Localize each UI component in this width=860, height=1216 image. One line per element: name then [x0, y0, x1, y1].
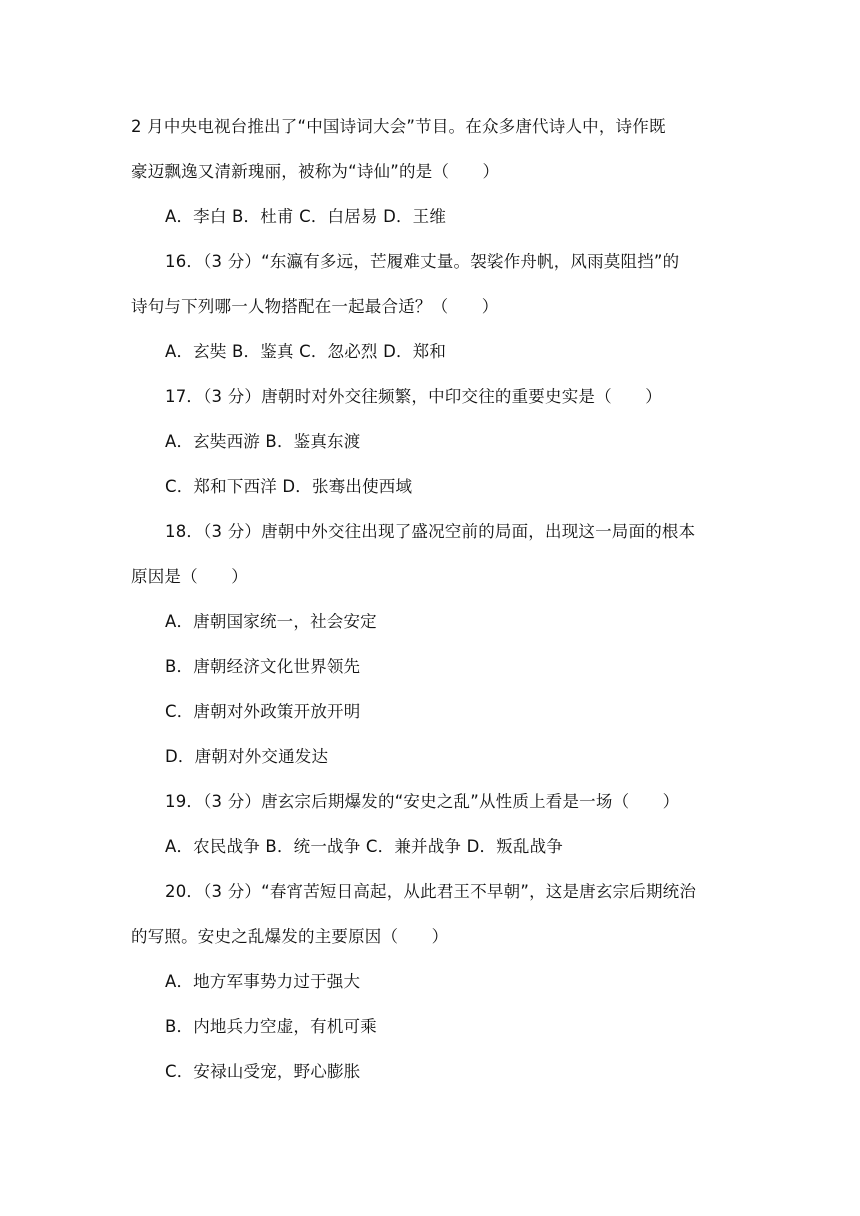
q17-options-ab: A．玄奘西游 B．鉴真东渡 [165, 432, 361, 451]
q20-stem-line-1: 20．（3 分）“春宵苦短日高起，从此君王不早朝”，这是唐玄宗后期统治 [165, 882, 697, 901]
q15-stem-line-2: 豪迈飘逸又清新瑰丽，被称为“诗仙”的是（ ） [131, 162, 500, 181]
q18-option-b: B．唐朝经济文化世界领先 [165, 657, 361, 676]
q18-option-a: A．唐朝国家统一，社会安定 [165, 612, 377, 631]
q16-stem-line-2: 诗句与下列哪一人物搭配在一起最合适？（ ） [131, 297, 499, 316]
q16-options: A．玄奘 B．鉴真 C．忽必烈 D．郑和 [165, 342, 447, 361]
q19-stem: 19．（3 分）唐玄宗后期爆发的“安史之乱”从性质上看是一场（ ） [165, 792, 680, 811]
q18-option-d: D．唐朝对外交通发达 [165, 747, 329, 766]
q18-option-c: C．唐朝对外政策开放开明 [165, 702, 361, 721]
q15-stem-line-1: 2 月中央电视台推出了“中国诗词大会”节目。在众多唐代诗人中，诗作既 [131, 117, 666, 136]
q16-stem-line-1: 16．（3 分）“东瀛有多远，芒履难丈量。袈裟作舟帆，风雨莫阻挡”的 [165, 252, 680, 271]
q15-options: A．李白 B．杜甫 C．白居易 D．王维 [165, 207, 447, 226]
q20-option-a: A．地方军事势力过于强大 [165, 972, 361, 991]
q18-stem-line-1: 18．（3 分）唐朝中外交往出现了盛况空前的局面，出现这一局面的根本 [165, 522, 696, 541]
q17-options-cd: C．郑和下西洋 D．张骞出使西域 [165, 477, 413, 496]
q20-option-b: B．内地兵力空虚，有机可乘 [165, 1017, 377, 1036]
q20-option-c: C．安禄山受宠，野心膨胀 [165, 1062, 361, 1081]
q20-stem-line-2: 的写照。安史之乱爆发的主要原因（ ） [131, 927, 449, 946]
q19-options: A．农民战争 B．统一战争 C．兼并战争 D．叛乱战争 [165, 837, 563, 856]
q18-stem-line-2: 原因是（ ） [131, 567, 248, 586]
q17-stem: 17．（3 分）唐朝时对外交往频繁，中印交往的重要史实是（ ） [165, 387, 662, 406]
